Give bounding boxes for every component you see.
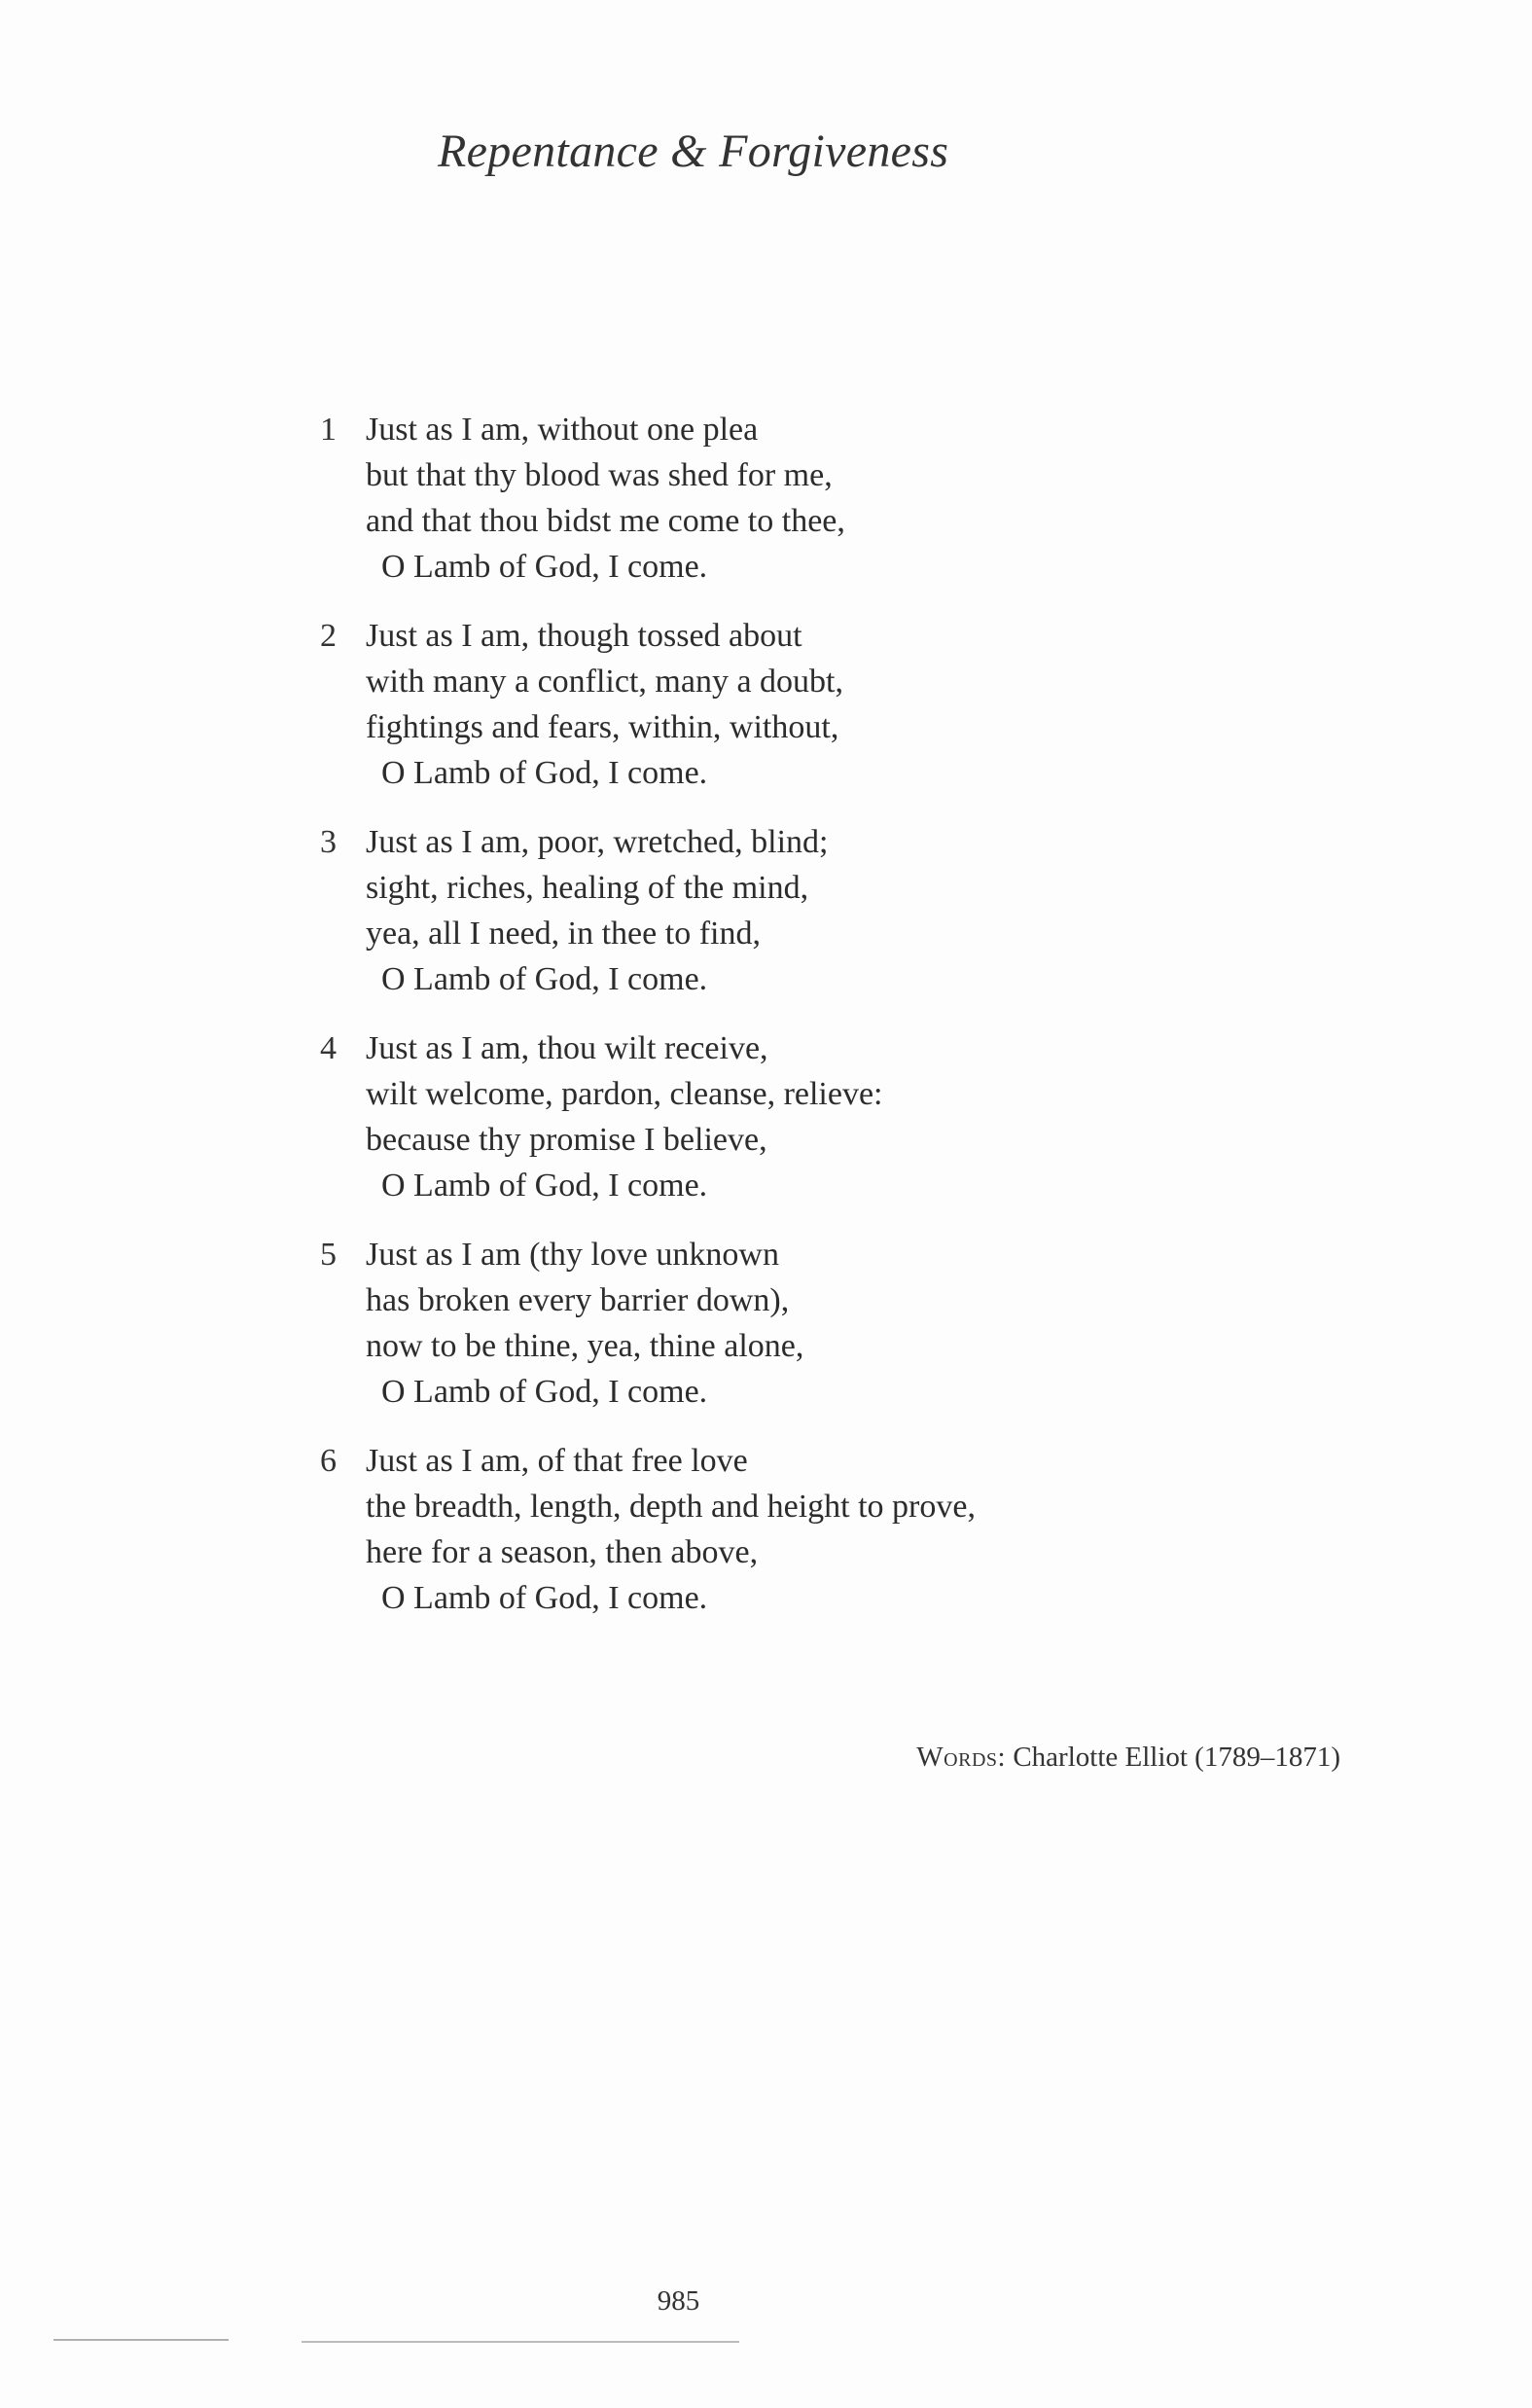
verse-line: and that thou bidst me come to thee, bbox=[366, 503, 845, 539]
refrain-line: O Lamb of God, I come. bbox=[381, 755, 708, 791]
page-number: 985 bbox=[657, 2285, 700, 2317]
verse-3 bbox=[292, 819, 1265, 1002]
verse-line: with many a conflict, many a doubt, bbox=[366, 664, 843, 700]
verse-5 bbox=[292, 1232, 1265, 1415]
verse-line: has broken every barrier down), bbox=[366, 1282, 790, 1318]
verse-number: 3 bbox=[320, 824, 337, 860]
verse-number: 6 bbox=[320, 1443, 337, 1479]
verse-lines bbox=[366, 1232, 1265, 1415]
verse-lines bbox=[366, 819, 1265, 1002]
verse-6 bbox=[292, 1438, 1265, 1621]
verse-line: sight, riches, healing of the mind, bbox=[366, 870, 809, 906]
attribution-author: Charlotte Elliot (1789–1871) bbox=[1013, 1742, 1340, 1773]
verse-number: 4 bbox=[320, 1030, 337, 1066]
verse-lines bbox=[366, 613, 1265, 796]
verse-line: the breadth, length, depth and height to prove, bbox=[366, 1489, 976, 1525]
verse-line: fightings and fears, within, without, bbox=[366, 709, 839, 745]
refrain-line: O Lamb of God, I come. bbox=[381, 549, 708, 585]
verse-line: Just as I am, poor, wretched, blind; bbox=[366, 824, 829, 860]
verse-line: Just as I am, of that free love bbox=[366, 1443, 748, 1479]
verse-lines bbox=[366, 1438, 1265, 1621]
verse-line: here for a season, then above, bbox=[366, 1534, 759, 1570]
refrain-line: O Lamb of God, I come. bbox=[381, 1374, 708, 1410]
verse-line: but that thy blood was shed for me, bbox=[366, 457, 833, 493]
verse-line: now to be thine, yea, thine alone, bbox=[366, 1328, 804, 1364]
refrain-line: O Lamb of God, I come. bbox=[381, 1168, 708, 1204]
verse-4 bbox=[292, 1025, 1265, 1208]
verse-line: Just as I am (thy love unknown bbox=[366, 1237, 779, 1273]
verse-lines bbox=[366, 1025, 1265, 1208]
verse-lines bbox=[366, 407, 1265, 590]
footer-rule-left bbox=[53, 2339, 229, 2341]
attribution-label: Words: bbox=[916, 1742, 1007, 1773]
refrain-line: O Lamb of God, I come. bbox=[381, 1580, 708, 1616]
refrain-line: O Lamb of God, I come. bbox=[381, 961, 708, 997]
verse-line: Just as I am, thou wilt receive, bbox=[366, 1030, 768, 1066]
verse-line: Just as I am, though tossed about bbox=[366, 618, 802, 654]
verse-line: wilt welcome, pardon, cleanse, relieve: bbox=[366, 1076, 883, 1112]
footer-rule-right bbox=[302, 2341, 739, 2343]
verse-number: 2 bbox=[320, 618, 337, 654]
verse-number: 1 bbox=[320, 412, 337, 448]
hymn-text bbox=[292, 407, 1265, 1644]
verse-number: 5 bbox=[320, 1237, 337, 1273]
verse-line: because thy promise I believe, bbox=[366, 1122, 767, 1158]
verse-line: Just as I am, without one plea bbox=[366, 412, 759, 448]
section-title: Repentance & Forgiveness bbox=[438, 126, 949, 177]
words-attribution bbox=[916, 1742, 1340, 1774]
verse-1 bbox=[292, 407, 1265, 590]
verse-line: yea, all I need, in thee to find, bbox=[366, 916, 761, 952]
verse-2 bbox=[292, 613, 1265, 796]
